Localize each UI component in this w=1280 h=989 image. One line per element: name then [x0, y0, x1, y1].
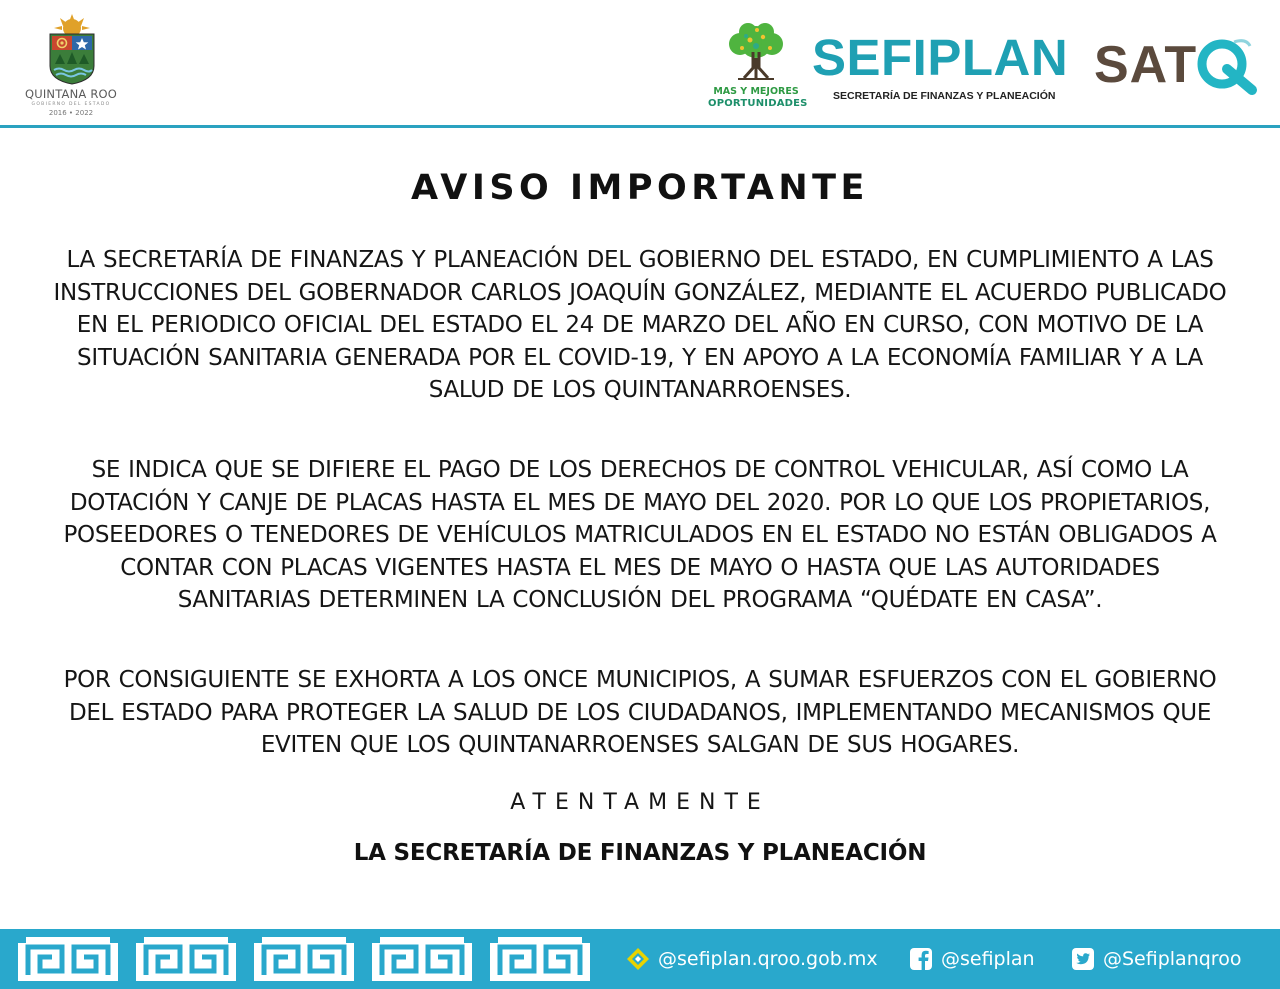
footer [0, 929, 1280, 989]
signature: LA SECRETARÍA DE FINANZAS Y PLANEACIÓN [353, 840, 927, 866]
web-diamond-icon [625, 946, 651, 972]
satq-logo [1094, 34, 1264, 96]
satq-q-icon [1202, 41, 1252, 90]
svg-text:SAT: SAT [1094, 36, 1198, 94]
facebook-label[interactable]: @sefiplan [941, 948, 1035, 970]
ceiba-tree-icon [720, 22, 792, 84]
closing-salutation: ATENTAMENTE [510, 790, 770, 815]
twitter-link[interactable] [1070, 945, 1241, 973]
notice-paragraph: SE INDICA QUE SE DIFIERE EL PAGO DE LOS DERECHOS DE CONTROL VEHICULAR, ASÍ COMO LA DOTACIÓN Y CANJE DE PLACAS HASTA EL MES DE MAYO DEL 2020. POR LO QUE LOS PROPIETARIOS, POSEEDORES O TENEDORES DE VEHÍCULOS MATRICULADOS EN EL ESTADO NO ESTÁN OBLIGADOS A CONTAR CON PLACAS VIGENTES HASTA EL MES DE MAYO O HASTA QUE LAS AUTORIDADES SANITARIAS DETERMINEN LA CONCLUSIÓN DEL PROGRAMA “QUÉDATE EN CASA”. [63, 457, 1217, 614]
state-government-label: GOBIERNO DEL ESTADO [31, 102, 111, 107]
notice-paragraph: LA SECRETARÍA DE FINANZAS Y PLANEACIÓN DEL GOBIERNO DEL ESTADO, EN CUMPLIMIENTO A LAS INSTRUCCIONES DEL GOBERNADOR CARLOS JOAQUÍN GONZÁLEZ, MEDIANTE EL ACUERDO PUBLICADO EN EL PERIODICO OFICIAL DEL ESTADO EL 24 DE MARZO DEL AÑO EN CURSO, CON MOTIVO DE LA SITUACIÓN SANITARIA GENERADA POR EL COVID-19, Y EN APOYO A LA ECONOMÍA FAMILIAR Y A LA SALUD DE LOS QUINTANARROENSES. [53, 247, 1227, 404]
website-link[interactable] [625, 945, 878, 973]
campaign-logo [708, 22, 808, 114]
twitter-bird-icon [1070, 946, 1096, 972]
campaign-line-2: OPORTUNIDADES [708, 98, 808, 109]
header-divider [0, 125, 1280, 128]
maya-fret-pattern [14, 935, 600, 983]
website-label[interactable]: @sefiplan.qroo.gob.mx [658, 948, 878, 970]
satq-wordmark [1094, 34, 1264, 96]
sefiplan-logo [812, 29, 1072, 106]
sefiplan-wordmark: SEFIPLAN [812, 29, 1069, 86]
sefiplan-subtitle: SECRETARÍA DE FINANZAS Y PLANEACIÓN [833, 90, 1056, 102]
header [0, 0, 1280, 130]
government-term: 2016 • 2022 [48, 109, 94, 117]
state-name: QUINTANA ROO [24, 87, 118, 101]
twitter-label[interactable]: @Sefiplanqroo [1103, 948, 1242, 970]
state-shield-icon [46, 14, 98, 86]
quintana-roo-logo [14, 14, 128, 118]
facebook-icon [908, 946, 934, 972]
notice-title: AVISO IMPORTANTE [411, 168, 869, 208]
campaign-line-1: MAS Y MEJORES [713, 86, 799, 97]
notice-paragraph: POR CONSIGUIENTE SE EXHORTA A LOS ONCE MUNICIPIOS, A SUMAR ESFUERZOS CON EL GOBIERNO DEL ESTADO PARA PROTEGER LA SALUD DE LOS CIUDADANOS, IMPLEMENTANDO MECANISMOS QUE EVITEN QUE LOS QUINTANARROENSES SALGAN DE SUS HOGARES. [63, 667, 1217, 759]
facebook-link[interactable] [908, 945, 1035, 973]
